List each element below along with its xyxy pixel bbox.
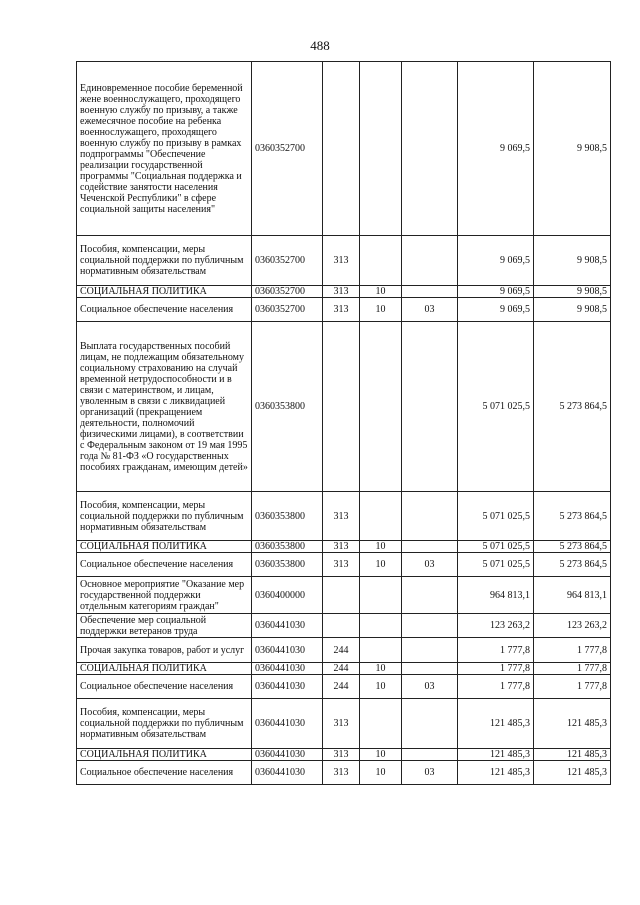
table-row [77, 236, 611, 286]
row-csr-cell: 0360400000 [252, 577, 323, 614]
row-csr-cell: 0360441030 [252, 614, 323, 638]
row-csr-cell: 0360353800 [252, 553, 323, 577]
table-row [77, 663, 611, 675]
table-row [77, 322, 611, 492]
row-csr-cell: 0360441030 [252, 761, 323, 785]
row-amount-1-cell: 964 813,1 [458, 577, 534, 614]
row-rz-cell [360, 614, 402, 638]
row-amount-2-cell: 123 263,2 [534, 614, 611, 638]
row-name-cell: Пособия, компенсации, меры социальной поддержки по публичным нормативным обязательствам [77, 236, 252, 286]
row-amount-2-cell: 1 777,8 [534, 638, 611, 663]
row-amount-1-cell: 5 071 025,5 [458, 322, 534, 492]
row-amount-2-cell: 5 273 864,5 [534, 492, 611, 541]
row-vr-cell: 313 [323, 761, 360, 785]
row-pr-cell [402, 638, 458, 663]
row-vr-cell [323, 614, 360, 638]
row-csr-cell: 0360352700 [252, 286, 323, 298]
table-row [77, 286, 611, 298]
row-name-cell: Выплата государственных пособий лицам, не подлежащим обязательному социальному страхованию на случай временной нетрудоспособности и в связи с материнством, и лицам, уволенным в связи с ликвидацией организаций (прекращением деятельности, полномочий физическими лицами), в соответствии с Федеральным законом от 19 мая 1995 года № 81-ФЗ «О государственных пособиях гражданам, имеющим детей» [77, 322, 252, 492]
row-pr-cell [402, 614, 458, 638]
row-vr-cell: 244 [323, 638, 360, 663]
row-amount-1-cell: 123 263,2 [458, 614, 534, 638]
row-pr-cell: 03 [402, 761, 458, 785]
row-amount-2-cell: 5 273 864,5 [534, 541, 611, 553]
row-amount-2-cell: 9 908,5 [534, 62, 611, 236]
budget-table [76, 61, 611, 785]
table-row [77, 492, 611, 541]
row-amount-1-cell: 5 071 025,5 [458, 541, 534, 553]
row-rz-cell [360, 699, 402, 749]
row-pr-cell [402, 62, 458, 236]
table-row [77, 62, 611, 236]
row-amount-1-cell: 121 485,3 [458, 699, 534, 749]
row-amount-1-cell: 1 777,8 [458, 675, 534, 699]
table-row [77, 675, 611, 699]
row-name-cell: Пособия, компенсации, меры социальной поддержки по публичным нормативным обязательствам [77, 492, 252, 541]
row-rz-cell [360, 492, 402, 541]
row-csr-cell: 0360352700 [252, 236, 323, 286]
row-amount-2-cell: 9 908,5 [534, 298, 611, 322]
table-row [77, 749, 611, 761]
row-amount-1-cell: 121 485,3 [458, 749, 534, 761]
row-rz-cell [360, 62, 402, 236]
row-amount-2-cell: 5 273 864,5 [534, 322, 611, 492]
row-pr-cell: 03 [402, 553, 458, 577]
row-pr-cell [402, 749, 458, 761]
table-row [77, 638, 611, 663]
row-name-cell: СОЦИАЛЬНАЯ ПОЛИТИКА [77, 541, 252, 553]
row-csr-cell: 0360441030 [252, 749, 323, 761]
row-pr-cell [402, 699, 458, 749]
row-name-cell: Единовременное пособие беременной жене военнослужащего, проходящего военную службу по призыву, а также ежемесячное пособие на ребенка военнослужащего, проходящего военную службу по призыву в рамках подпрограммы "Обеспечение реализации государственной программы "Социальная поддержка и содействие занятости населения Чеченской Республики" в сфере социальной защиты населения" [77, 62, 252, 236]
row-name-cell: Основное мероприятие "Оказание мер государственной поддержки отдельным категориям граждан" [77, 577, 252, 614]
row-amount-1-cell: 5 071 025,5 [458, 492, 534, 541]
row-vr-cell: 313 [323, 699, 360, 749]
row-rz-cell [360, 638, 402, 663]
row-pr-cell [402, 286, 458, 298]
row-amount-2-cell: 121 485,3 [534, 761, 611, 785]
table-row [77, 699, 611, 749]
row-name-cell: СОЦИАЛЬНАЯ ПОЛИТИКА [77, 286, 252, 298]
row-name-cell: СОЦИАЛЬНАЯ ПОЛИТИКА [77, 663, 252, 675]
row-pr-cell: 03 [402, 675, 458, 699]
row-pr-cell [402, 663, 458, 675]
row-rz-cell: 10 [360, 286, 402, 298]
row-csr-cell: 0360352700 [252, 298, 323, 322]
row-vr-cell: 244 [323, 675, 360, 699]
row-pr-cell [402, 492, 458, 541]
row-vr-cell: 313 [323, 541, 360, 553]
row-csr-cell: 0360352700 [252, 62, 323, 236]
row-pr-cell [402, 236, 458, 286]
row-amount-1-cell: 5 071 025,5 [458, 553, 534, 577]
row-amount-1-cell: 9 069,5 [458, 236, 534, 286]
row-name-cell: Социальное обеспечение населения [77, 761, 252, 785]
row-vr-cell: 313 [323, 749, 360, 761]
row-rz-cell: 10 [360, 663, 402, 675]
row-csr-cell: 0360441030 [252, 699, 323, 749]
row-vr-cell: 313 [323, 553, 360, 577]
row-csr-cell: 0360441030 [252, 675, 323, 699]
row-vr-cell [323, 322, 360, 492]
table-row [77, 541, 611, 553]
row-csr-cell: 0360353800 [252, 322, 323, 492]
table-row [77, 614, 611, 638]
row-name-cell: СОЦИАЛЬНАЯ ПОЛИТИКА [77, 749, 252, 761]
row-vr-cell: 313 [323, 298, 360, 322]
row-rz-cell: 10 [360, 298, 402, 322]
row-pr-cell [402, 577, 458, 614]
row-rz-cell: 10 [360, 541, 402, 553]
row-vr-cell: 313 [323, 286, 360, 298]
row-pr-cell [402, 322, 458, 492]
row-amount-1-cell: 9 069,5 [458, 298, 534, 322]
row-amount-1-cell: 9 069,5 [458, 62, 534, 236]
row-vr-cell: 313 [323, 236, 360, 286]
row-pr-cell [402, 541, 458, 553]
row-csr-cell: 0360353800 [252, 541, 323, 553]
row-vr-cell: 244 [323, 663, 360, 675]
row-amount-2-cell: 1 777,8 [534, 675, 611, 699]
row-amount-1-cell: 1 777,8 [458, 638, 534, 663]
row-csr-cell: 0360441030 [252, 638, 323, 663]
row-pr-cell: 03 [402, 298, 458, 322]
table-row [77, 298, 611, 322]
row-csr-cell: 0360441030 [252, 663, 323, 675]
row-name-cell: Социальное обеспечение населения [77, 675, 252, 699]
row-amount-1-cell: 121 485,3 [458, 761, 534, 785]
row-amount-2-cell: 121 485,3 [534, 699, 611, 749]
row-rz-cell: 10 [360, 749, 402, 761]
table-body [77, 62, 611, 785]
row-name-cell: Обеспечение мер социальной поддержки ветеранов труда [77, 614, 252, 638]
row-rz-cell [360, 322, 402, 492]
table-row [77, 553, 611, 577]
row-rz-cell: 10 [360, 553, 402, 577]
row-amount-1-cell: 9 069,5 [458, 286, 534, 298]
row-name-cell: Прочая закупка товаров, работ и услуг [77, 638, 252, 663]
row-amount-2-cell: 1 777,8 [534, 663, 611, 675]
table-row [77, 761, 611, 785]
row-vr-cell [323, 577, 360, 614]
row-amount-2-cell: 9 908,5 [534, 286, 611, 298]
row-rz-cell [360, 577, 402, 614]
row-rz-cell: 10 [360, 761, 402, 785]
row-vr-cell [323, 62, 360, 236]
row-rz-cell [360, 236, 402, 286]
row-amount-2-cell: 5 273 864,5 [534, 553, 611, 577]
row-rz-cell: 10 [360, 675, 402, 699]
row-name-cell: Социальное обеспечение населения [77, 298, 252, 322]
row-name-cell: Социальное обеспечение населения [77, 553, 252, 577]
row-name-cell: Пособия, компенсации, меры социальной поддержки по публичным нормативным обязательствам [77, 699, 252, 749]
row-csr-cell: 0360353800 [252, 492, 323, 541]
row-amount-2-cell: 121 485,3 [534, 749, 611, 761]
row-amount-2-cell: 9 908,5 [534, 236, 611, 286]
row-vr-cell: 313 [323, 492, 360, 541]
page-number: 488 [310, 38, 330, 53]
table-row [77, 577, 611, 614]
row-amount-2-cell: 964 813,1 [534, 577, 611, 614]
row-amount-1-cell: 1 777,8 [458, 663, 534, 675]
